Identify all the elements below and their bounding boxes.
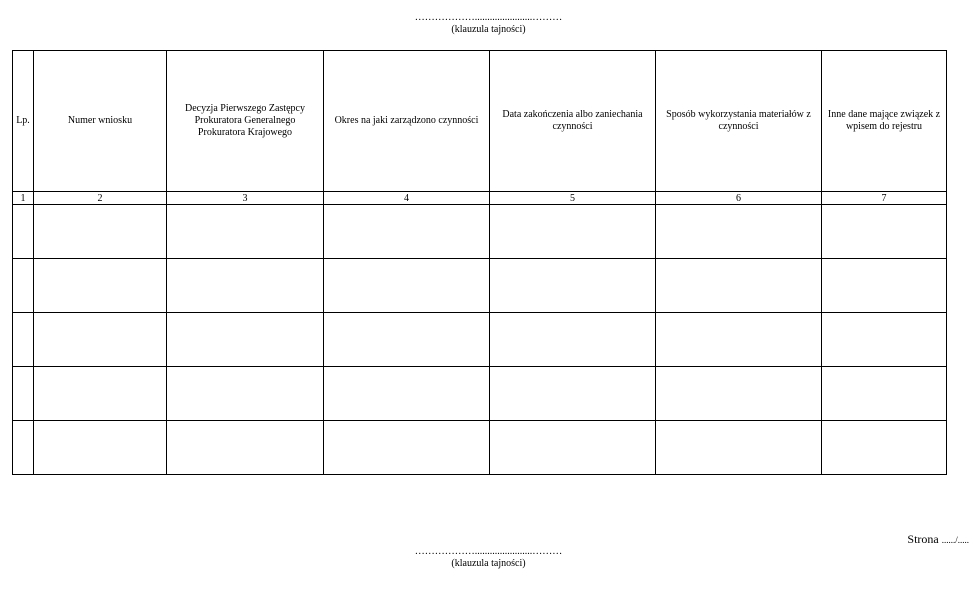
- table-cell: [167, 421, 324, 475]
- column-number: 4: [324, 192, 490, 205]
- table-row: [13, 205, 947, 259]
- clause-label: (klauzula tajności): [451, 24, 526, 35]
- table-cell: [34, 367, 167, 421]
- table-cell: [167, 259, 324, 313]
- column-number: 5: [490, 192, 656, 205]
- classification-clause-bottom: [0, 546, 977, 570]
- clause-dots: ……………….......................………: [414, 546, 563, 557]
- table-cell: [656, 367, 822, 421]
- table-cell: [13, 259, 34, 313]
- header-end-date: Data zakończenia albo zaniechania czynności: [490, 51, 656, 192]
- clause-dots: ……………….......................………: [414, 12, 563, 23]
- register-table: [12, 50, 947, 475]
- column-number: 2: [34, 192, 167, 205]
- table-cell: [822, 421, 947, 475]
- header-decision: Decyzja Pierwszego Zastępcy Prokuratora Generalnego Prokuratora Krajowego: [167, 51, 324, 192]
- table-cell: [490, 205, 656, 259]
- header-usage: Sposób wykorzystania materiałów z czynności: [656, 51, 822, 192]
- table-cell: [324, 259, 490, 313]
- table-cell: [490, 421, 656, 475]
- table-cell: [490, 367, 656, 421]
- clause-label: (klauzula tajności): [451, 558, 526, 569]
- column-number: 1: [13, 192, 34, 205]
- column-number: 6: [656, 192, 822, 205]
- page-label-text: Strona: [907, 532, 939, 546]
- column-number-row: [13, 192, 947, 205]
- table-cell: [34, 313, 167, 367]
- classification-clause-top: [0, 12, 977, 36]
- table-cell: [822, 367, 947, 421]
- table-cell: [656, 421, 822, 475]
- table-cell: [656, 259, 822, 313]
- header-other-data: Inne dane mające związek z wpisem do rejestru: [822, 51, 947, 192]
- table-cell: [324, 205, 490, 259]
- table-cell: [34, 421, 167, 475]
- column-number: 3: [167, 192, 324, 205]
- header-row: [13, 51, 947, 192]
- table-cell: [13, 205, 34, 259]
- table-row: [13, 421, 947, 475]
- table-row: [13, 313, 947, 367]
- table-cell: [13, 367, 34, 421]
- header-period: Okres na jaki zarządzono czynności: [324, 51, 490, 192]
- table-cell: [822, 259, 947, 313]
- table-cell: [13, 421, 34, 475]
- header-lp: Lp.: [13, 51, 34, 192]
- table-cell: [167, 367, 324, 421]
- table-cell: [656, 205, 822, 259]
- table-row: [13, 259, 947, 313]
- page-number: [907, 532, 969, 547]
- table-cell: [822, 313, 947, 367]
- table-cell: [656, 313, 822, 367]
- table-cell: [822, 205, 947, 259]
- table-cell: [490, 259, 656, 313]
- table-cell: [490, 313, 656, 367]
- column-number: 7: [822, 192, 947, 205]
- table-cell: [324, 367, 490, 421]
- table-cell: [34, 205, 167, 259]
- table-row: [13, 367, 947, 421]
- table-cell: [324, 313, 490, 367]
- table-cell: [324, 421, 490, 475]
- page-number-dots: ....../.....: [941, 535, 969, 545]
- table-cell: [167, 313, 324, 367]
- table-cell: [34, 259, 167, 313]
- table-cell: [13, 313, 34, 367]
- header-request-number: Numer wniosku: [34, 51, 167, 192]
- table-cell: [167, 205, 324, 259]
